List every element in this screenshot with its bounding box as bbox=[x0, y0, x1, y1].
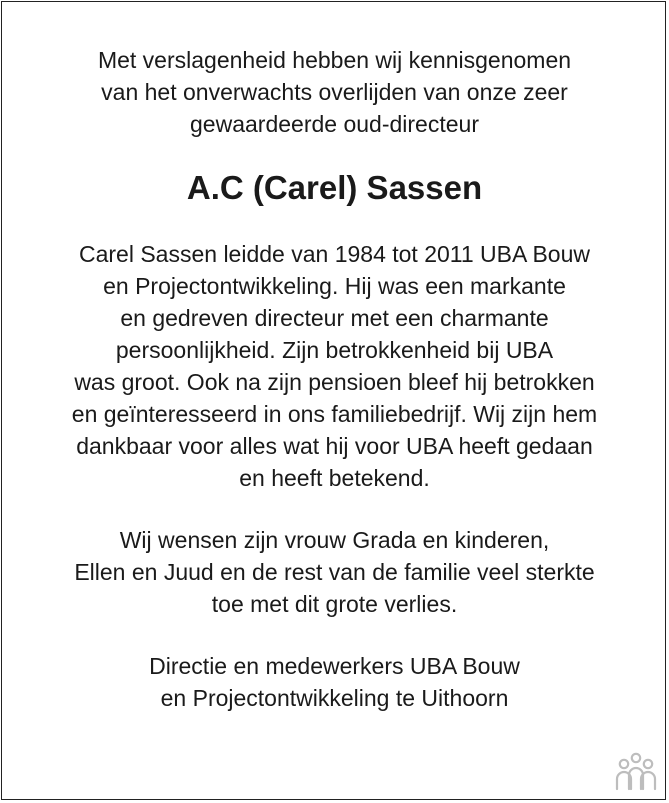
condolence-paragraph bbox=[0, 524, 669, 620]
intro-line-2: van het onverwachts overlijden van onze zeer bbox=[101, 79, 568, 105]
intro-paragraph bbox=[0, 44, 669, 140]
body-line-5: was groot. Ook na zijn pensioen bleef hij betrokken bbox=[74, 369, 595, 395]
body-line-8: en heeft betekend. bbox=[239, 465, 430, 491]
body-line-3: en gedreven directeur met een charmante bbox=[120, 305, 549, 331]
body-line-4: persoonlijkheid. Zijn betrokkenheid bij UBA bbox=[115, 337, 554, 363]
family-people-icon bbox=[613, 751, 659, 791]
signature-paragraph bbox=[0, 650, 669, 714]
condolence-line-2: Ellen en Juud en de rest van de familie veel sterkte bbox=[74, 559, 595, 585]
signature-line-2: en Projectontwikkeling te Uithoorn bbox=[160, 685, 509, 711]
signature-line-1: Directie en medewerkers UBA Bouw bbox=[149, 653, 520, 679]
announcement-content bbox=[0, 44, 669, 714]
body-line-6: en geïnteresseerd in ons familiebedrijf. Wij zijn hem bbox=[71, 401, 598, 427]
body-line-7: dankbaar voor alles wat hij voor UBA heeft gedaan bbox=[76, 433, 593, 459]
body-line-1: Carel Sassen leidde van 1984 tot 2011 UBA Bouw bbox=[78, 241, 591, 267]
body-paragraph bbox=[0, 238, 669, 494]
intro-line-1: Met verslagenheid hebben wij kennisgenomen bbox=[97, 47, 572, 73]
condolence-line-1: Wij wensen zijn vrouw Grada en kinderen, bbox=[119, 527, 550, 553]
condolence-line-3: toe met dit grote verlies. bbox=[211, 591, 458, 617]
deceased-name: A.C (Carel) Sassen bbox=[186, 169, 483, 206]
intro-line-3: gewaardeerde oud-directeur bbox=[190, 111, 479, 137]
body-line-2: en Projectontwikkeling. Hij was een markante bbox=[103, 273, 566, 299]
